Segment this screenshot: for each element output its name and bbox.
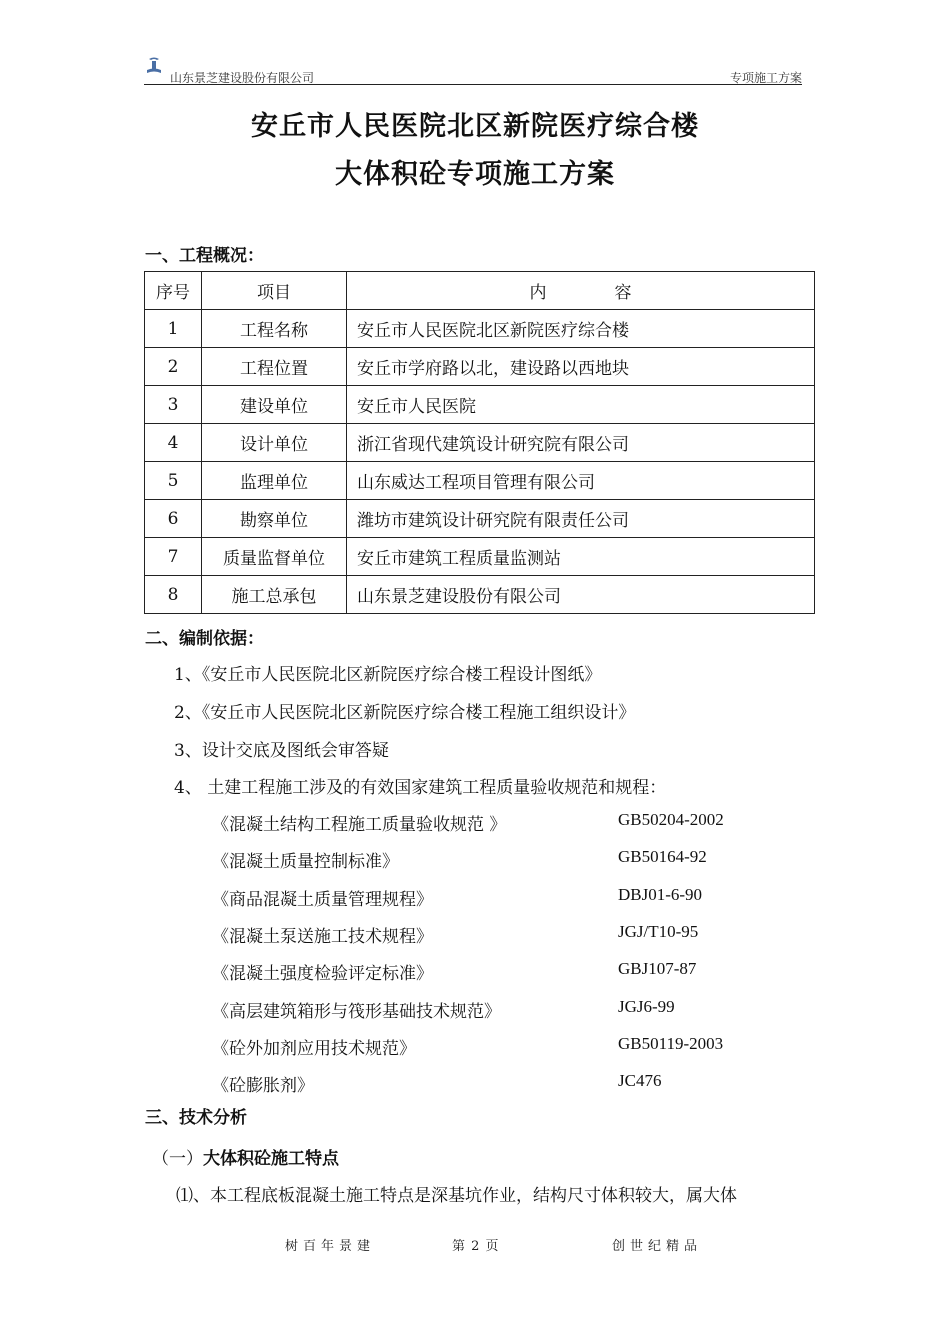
table-row <box>145 538 815 576</box>
standard-code: GB50119-2003 <box>618 1034 724 1053</box>
table-row <box>145 500 815 538</box>
table-cell: 工程位置 <box>202 348 347 386</box>
table-cell: 5 <box>145 462 202 500</box>
standard-name: 《混凝土强度检验评定标准》 <box>212 964 433 984</box>
section1-heading: 一、工程概况： <box>145 246 264 266</box>
table-cell: 安丘市人民医院北区新院医疗综合楼 <box>347 310 815 348</box>
table-cell: 勘察单位 <box>202 500 347 538</box>
standard-name: 《砼膨胀剂》 <box>212 1076 314 1096</box>
table-cell: 山东景芝建设股份有限公司 <box>347 576 815 614</box>
table-cell: 建设单位 <box>202 386 347 424</box>
table-row <box>145 386 815 424</box>
standard-name: 《砼外加剂应用技术规范》 <box>212 1039 416 1059</box>
table-header-row <box>145 272 815 310</box>
company-logo-icon <box>145 56 163 76</box>
table-row <box>145 348 815 386</box>
basis-item: 3、设计交底及图纸会审答疑 <box>174 741 389 761</box>
table-cell: 工程名称 <box>202 310 347 348</box>
table-cell: 7 <box>145 538 202 576</box>
table-cell: 质量监督单位 <box>202 538 347 576</box>
doc-title-line1: 安丘市人民医院北区新院医疗综合楼 <box>251 111 699 142</box>
standard-code: DBJ01-6-90 <box>618 885 703 904</box>
table-row <box>145 310 815 348</box>
table-cell: 设计单位 <box>202 424 347 462</box>
table-header-cell: 序号 <box>145 272 202 310</box>
footer-slogan-right: 创世纪精品 <box>612 1239 703 1254</box>
standard-name: 《混凝土泵送施工技术规程》 <box>212 927 433 947</box>
table-row <box>145 576 815 614</box>
basis-item: 2、《安丘市人民医院北区新院医疗综合楼工程施工组织设计》 <box>174 703 636 723</box>
section2-heading: 二、编制依据： <box>145 629 264 649</box>
standard-code: JGJ6-99 <box>618 997 675 1016</box>
table-cell: 8 <box>145 576 202 614</box>
header-doc-type: 专项施工方案 <box>729 71 802 85</box>
overview-table <box>144 271 815 614</box>
standard-code: JC476 <box>618 1071 662 1090</box>
standard-code: JGJ/T10-95 <box>618 922 699 941</box>
table-cell: 4 <box>145 424 202 462</box>
table-row <box>145 462 815 500</box>
standard-code: GB50204-2002 <box>618 810 724 829</box>
standard-name: 《混凝土结构工程施工质量验收规范 》 <box>212 815 507 835</box>
table-cell: 6 <box>145 500 202 538</box>
doc-title-line2: 大体积砼专项施工方案 <box>335 159 615 190</box>
standard-code: GBJ107-87 <box>618 959 697 978</box>
standard-code: GB50164-92 <box>618 847 707 866</box>
footer-slogan-left: 树百年景建 <box>285 1239 376 1254</box>
table-cell: 安丘市建筑工程质量监测站 <box>347 538 815 576</box>
table-row <box>145 424 815 462</box>
standard-name: 《高层建筑箱形与筏形基础技术规范》 <box>212 1002 501 1022</box>
footer-page-number: 第 2 页 <box>452 1239 500 1254</box>
section3-subheading <box>152 1144 339 1169</box>
table-cell: 1 <box>145 310 202 348</box>
subheading-prefix: （一） <box>152 1149 203 1169</box>
table-cell: 施工总承包 <box>202 576 347 614</box>
table-cell: 3 <box>145 386 202 424</box>
header-rule <box>144 84 802 85</box>
table-header-cell: 内 容 <box>347 272 815 310</box>
basis-item: 4、 土建工程施工涉及的有效国家建筑工程质量验收规范和规程： <box>174 778 667 798</box>
section3-heading: 三、技术分析 <box>145 1108 247 1128</box>
table-cell: 监理单位 <box>202 462 347 500</box>
standard-name: 《混凝土质量控制标准》 <box>212 852 399 872</box>
standard-name: 《商品混凝土质量管理规程》 <box>212 890 433 910</box>
header-company: 山东景芝建设股份有限公司 <box>170 71 315 85</box>
table-cell: 安丘市学府路以北，建设路以西地块 <box>347 348 815 386</box>
table-header-cell: 项目 <box>202 272 347 310</box>
section3-paragraph: ⑴、本工程底板混凝土施工特点是深基坑作业，结构尺寸体积较大，属大体 <box>176 1186 737 1206</box>
basis-item: 1、《安丘市人民医院北区新院医疗综合楼工程设计图纸》 <box>174 665 602 685</box>
table-cell: 2 <box>145 348 202 386</box>
subheading-title: 大体积砼施工特点 <box>203 1149 339 1169</box>
table-cell: 山东威达工程项目管理有限公司 <box>347 462 815 500</box>
table-cell: 潍坊市建筑设计研究院有限责任公司 <box>347 500 815 538</box>
table-cell: 浙江省现代建筑设计研究院有限公司 <box>347 424 815 462</box>
table-cell: 安丘市人民医院 <box>347 386 815 424</box>
